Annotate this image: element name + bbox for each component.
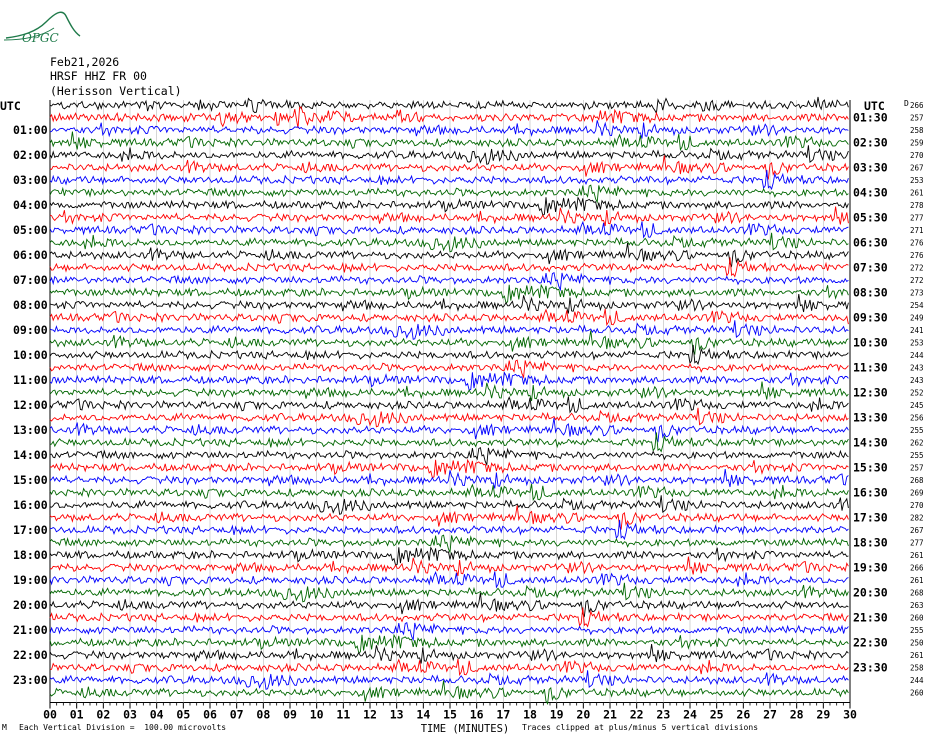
seismic-trace [50,670,848,689]
x-tick-label: 13 [389,707,404,722]
seismic-trace [50,257,848,276]
trace-value-label: 258 [910,663,924,673]
x-tick-label: 14 [416,707,431,722]
x-tick-label: 08 [256,707,271,722]
trace-value-label: 282 [910,513,924,523]
trace-value-label: 261 [910,188,924,198]
right-halfhour-label: 09:30 [853,310,888,325]
trace-value-label: 254 [910,301,924,310]
seismic-trace [50,623,848,640]
right-halfhour-label: 18:30 [853,535,888,550]
x-tick-label: 06 [203,707,217,722]
left-hour-label: 16:00 [13,498,48,512]
trace-value-label: 245 [910,401,924,410]
trace-value-label: 261 [910,576,924,585]
seismic-trace [50,221,848,237]
x-tick-label: 04 [149,707,164,722]
right-halfhour-label: 20:30 [853,585,888,600]
trace-value-label: 270 [910,151,924,160]
right-halfhour-label: 07:30 [853,260,888,275]
trace-value-label: 269 [910,488,924,498]
left-hour-label: 10:00 [13,348,48,362]
left-hour-label: 11:00 [13,373,48,387]
x-tick-label: 20 [576,707,591,722]
trace-value-label: 253 [910,176,924,185]
seismic-trace [50,170,848,189]
right-halfhour-label: 15:30 [853,460,888,475]
trace-value-label: 257 [910,463,924,473]
right-halfhour-label: 04:30 [853,185,888,200]
trace-value-label: 243 [910,376,924,385]
x-tick-label: 07 [229,707,244,722]
trace-value-label: 243 [910,363,924,373]
trace-value-label: 255 [910,426,924,435]
x-tick-label: 26 [736,707,751,722]
seismic-trace [50,607,848,626]
x-tick-label: 28 [789,707,804,722]
x-tick-label: 09 [283,707,297,722]
seismic-trace [50,207,848,226]
seismic-trace [50,285,848,303]
x-tick-label: 02 [96,707,111,722]
x-tick-label: 16 [469,707,484,722]
seismic-trace [50,535,848,552]
seismic-trace [50,309,848,325]
right-halfhour-label: 17:30 [853,510,888,525]
seismic-trace [50,520,848,539]
trace-value-label: 267 [910,163,924,173]
left-hour-label: 21:00 [13,623,48,637]
trace-value-label: 257 [910,113,924,123]
left-hour-label: 13:00 [13,423,48,437]
trace-value-label: 278 [910,201,924,210]
trace-value-label: 261 [910,551,924,560]
seismic-trace [50,432,848,451]
trace-value-label: 244 [910,351,924,360]
x-tick-label: 18 [523,707,537,722]
right-halfhour-label: 11:30 [853,360,888,375]
seismic-trace [50,145,848,164]
left-hour-label: 23:00 [13,673,48,687]
left-hour-label: 19:00 [13,573,48,587]
right-halfhour-label: 01:30 [853,110,888,125]
trace-value-label: 276 [910,238,924,248]
trace-value-label: 268 [910,476,924,485]
trace-value-label: 266 [910,101,924,110]
seismic-trace [50,571,848,587]
seismic-trace [50,294,848,313]
left-hour-label: 17:00 [13,523,48,537]
x-tick-label: 11 [336,707,351,722]
seismic-trace [50,273,848,290]
left-hour-label: 15:00 [13,473,48,487]
logo-text: OPGC [22,31,59,45]
trace-value-label: 272 [910,276,924,285]
x-tick-label: 30 [843,707,857,722]
trace-value-label: 262 [910,438,924,448]
seismic-trace [50,185,848,202]
right-halfhour-label: 03:30 [853,160,888,175]
trace-value-label: 260 [910,688,924,698]
seismic-trace [50,396,848,412]
x-tick-label: 17 [496,707,511,722]
right-corner-label: D [904,99,909,108]
right-halfhour-label: 08:30 [853,285,888,300]
x-tick-label: 03 [123,707,137,722]
x-tick-label: 29 [816,707,831,722]
seismic-trace [50,120,848,138]
right-halfhour-label: 10:30 [853,335,888,350]
seismic-trace [50,97,848,113]
x-axis-label: TIME (MINUTES) [420,723,510,735]
trace-value-label: 272 [910,263,924,273]
trace-value-label: 252 [910,388,924,398]
seismic-trace [50,132,848,150]
right-halfhour-label: 19:30 [853,560,888,575]
trace-value-label: 256 [910,413,924,423]
right-halfhour-label: 22:30 [853,635,888,650]
right-utc-title: UTC [864,99,885,113]
trace-value-label: 244 [910,676,924,685]
seismic-trace [50,107,848,128]
x-tick-label: 05 [176,707,191,722]
seismic-trace [50,635,848,653]
seismic-trace [50,382,848,401]
left-hour-label: 07:00 [13,273,48,287]
x-tick-label: 23 [656,707,671,722]
trace-value-label: 253 [910,338,924,348]
seismic-trace [50,644,848,663]
x-tick-label: 19 [549,707,564,722]
left-hour-label: 22:00 [13,648,48,662]
trace-value-label: 273 [910,288,924,298]
trace-value-label: 271 [910,226,924,235]
trace-value-label: 249 [910,313,924,323]
x-tick-label: 01 [69,707,84,722]
left-utc-title: UTC [0,99,21,113]
trace-value-label: 258 [910,126,924,135]
footer-clip-note: Traces clipped at plus/minus 5 vertical divisions [522,723,759,732]
seismic-trace [50,233,848,252]
right-halfhour-label: 02:30 [853,135,888,150]
trace-value-label: 277 [910,213,924,223]
seismic-trace [50,505,848,528]
date-label: Feb21,2026 [50,55,120,69]
left-hour-label: 20:00 [13,598,48,612]
seismic-trace [50,557,848,576]
right-halfhour-label: 14:30 [853,435,888,450]
trace-value-label: 266 [910,563,924,573]
right-halfhour-label: 06:30 [853,235,888,250]
seismic-trace [50,408,848,427]
left-hour-label: 14:00 [13,448,48,462]
footer-scale-note: Each Vertical Division = 100.00 microvolts [19,723,227,732]
left-hour-label: 12:00 [13,398,48,412]
trace-value-label: 260 [910,613,924,623]
trace-value-label: 261 [910,651,924,660]
left-hour-label: 01:00 [13,123,48,137]
x-tick-label: 15 [443,707,457,722]
trace-value-label: 255 [910,451,924,460]
right-halfhour-label: 13:30 [853,410,888,425]
trace-value-label: 277 [910,538,924,548]
left-hour-label: 05:00 [13,223,48,237]
trace-value-label: 263 [910,601,924,610]
trace-value-label: 268 [910,588,924,598]
seismic-trace [50,659,848,675]
seismic-trace [50,495,848,514]
x-tick-label: 10 [309,707,324,722]
x-tick-label: 24 [683,707,697,722]
seismic-trace [50,448,848,465]
x-tick-label: 25 [709,707,724,722]
footer-mark: M [2,723,7,732]
left-hour-label: 06:00 [13,248,48,262]
x-tick-label: 12 [363,707,377,722]
x-tick-label: 27 [763,707,777,722]
seismic-trace [50,593,848,616]
right-halfhour-label: 21:30 [853,610,888,625]
trace-value-label: 270 [910,501,924,510]
left-hour-label: 08:00 [13,298,48,312]
trace-value-label: 250 [910,638,924,648]
right-halfhour-label: 05:30 [853,210,888,225]
seismic-trace [50,155,848,178]
seismic-trace [50,484,848,500]
trace-value-label: 267 [910,526,924,535]
trace-value-label: 259 [910,138,924,148]
left-hour-label: 03:00 [13,173,48,187]
trace-value-label: 241 [910,326,924,335]
left-hour-label: 02:00 [13,148,48,162]
right-halfhour-label: 12:30 [853,385,888,400]
seismic-trace [50,469,848,488]
x-tick-label: 22 [629,707,644,722]
seismic-trace [50,418,848,441]
trace-value-label: 276 [910,251,924,260]
left-hour-label: 09:00 [13,323,48,337]
seismic-trace [50,360,848,377]
x-tick-label: 21 [603,707,617,722]
station-label: HRSF HHZ FR 00 [50,69,147,83]
seismic-trace [50,372,848,390]
right-halfhour-label: 16:30 [853,485,888,500]
seismic-trace [50,345,848,364]
x-tick-label: 00 [43,707,57,722]
seismic-trace [50,680,848,703]
seismic-trace [50,320,848,339]
station-name-label: (Herisson Vertical) [50,84,182,98]
right-halfhour-label: 23:30 [853,660,888,675]
trace-value-label: 255 [910,626,924,635]
left-hour-label: 18:00 [13,548,48,562]
left-hour-label: 04:00 [13,198,48,212]
